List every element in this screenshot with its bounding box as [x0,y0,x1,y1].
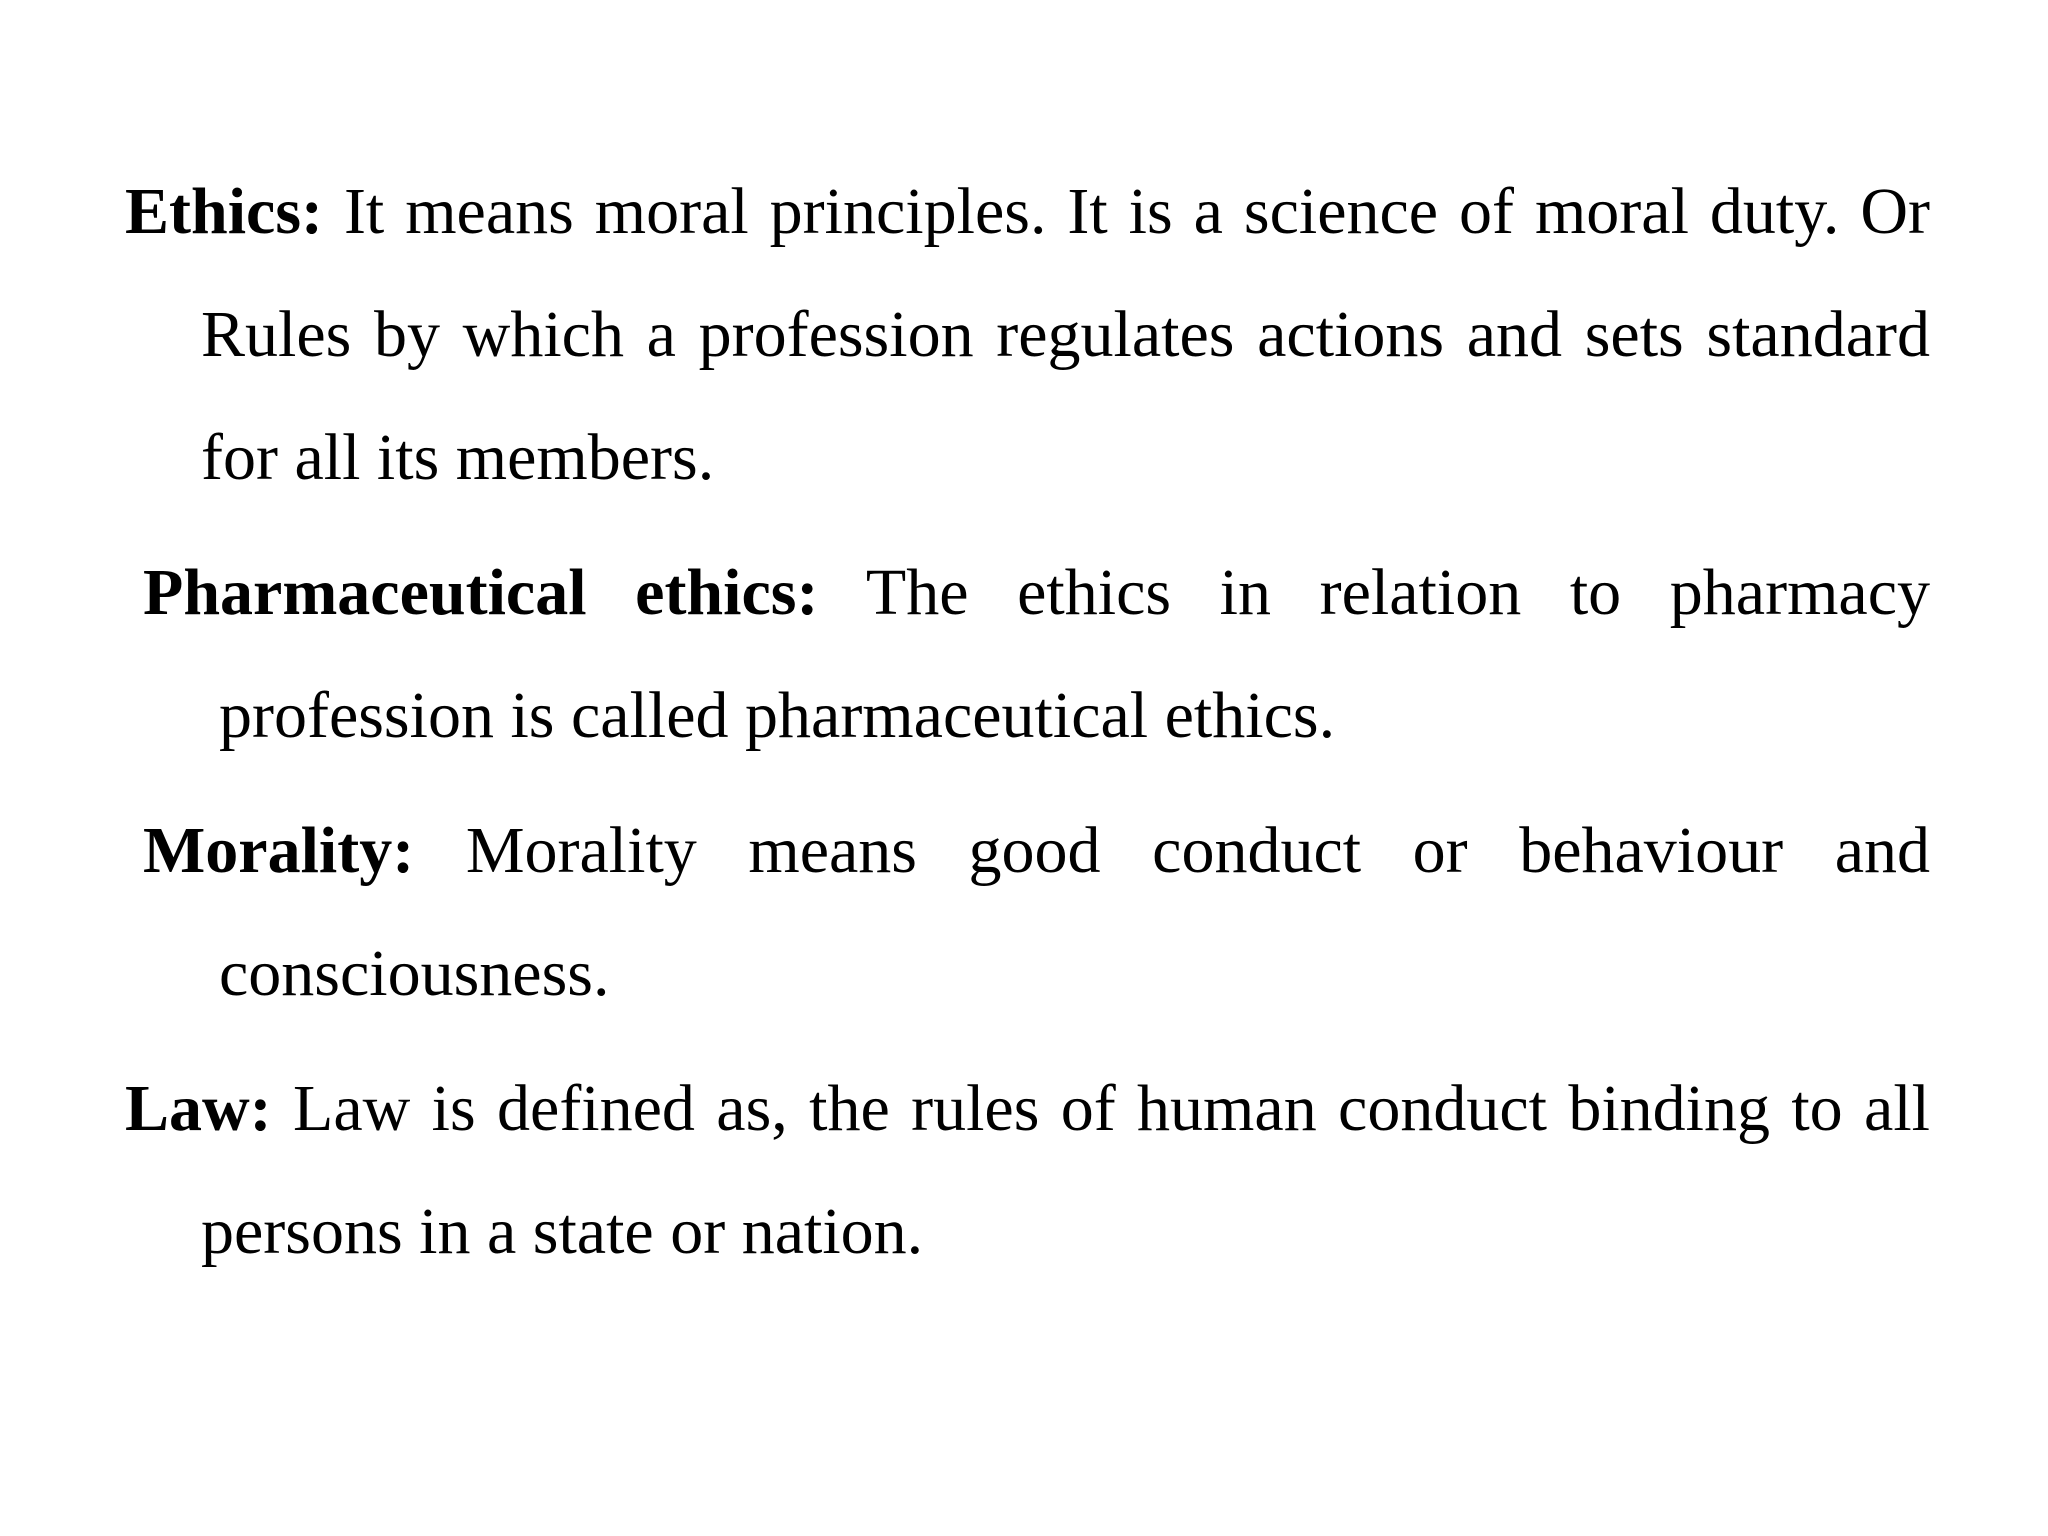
definition-pharmaceutical-ethics [143,531,1930,777]
definition-text: The ethics in relation to pharmacy profession is called pharmaceutical ethics. [219,556,1930,752]
definition-term: Morality: [143,814,415,887]
definition-term: Ethics: [125,175,323,248]
definition-term: Law: [125,1072,272,1145]
definitions-list [125,150,1930,1305]
definition-morality [143,789,1930,1035]
definition-ethics [125,150,1930,519]
definition-text: It means moral principles. It is a science of moral duty. Or Rules by which a profession regulates actions and sets standard for all its members. [201,175,1931,494]
definition-text: Morality means good conduct or behaviour and consciousness. [219,814,1930,1010]
definition-law [125,1047,1930,1293]
definition-term: Pharmaceutical ethics: [143,556,819,629]
definition-text: Law is defined as, the rules of human conduct binding to all persons in a state or nation. [201,1072,1930,1268]
